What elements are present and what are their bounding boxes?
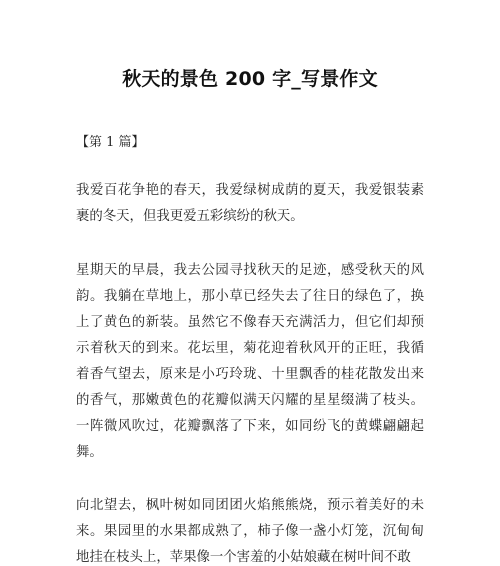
paragraph-2: 星期天的早晨，我去公园寻找秋天的足迹，感受秋天的风韵。我躺在草地上，那小草已经失去了往日的绿色了，换上了黄色的新装。虽然它不像春天充满活力，但它们却预示着秋天的到来。花坛里，菊花迎着秋风开的正旺，我循着香气望去，原来是小巧玲珑、十里飘香的桂花散发出来的香气，那嫩黄色的花瓣似满天闪耀的星星缀满了枝头。一阵微风吹过，花瓣飘落了下来，如同纷飞的黄蝶翩翩起舞。 bbox=[76, 263, 424, 460]
chapter-label: 【第 1 篇】 bbox=[76, 135, 145, 150]
paragraph-1: 我爱百花争艳的春天，我爱绿树成荫的夏天，我爱银装素裹的冬天，但我更爱五彩缤纷的秋天。 bbox=[76, 183, 424, 224]
paragraph-3: 向北望去，枫叶树如同团团火焰熊熊烧，预示着美好的未来。果园里的水果都成熟了，柿子像一盏小灯笼，沉甸甸地挂在枝头上，苹果像一个害羞的小姑娘藏在树叶间不敢 bbox=[76, 498, 424, 565]
page-title: 秋天的景色 200 字_写景作文 bbox=[122, 68, 378, 90]
